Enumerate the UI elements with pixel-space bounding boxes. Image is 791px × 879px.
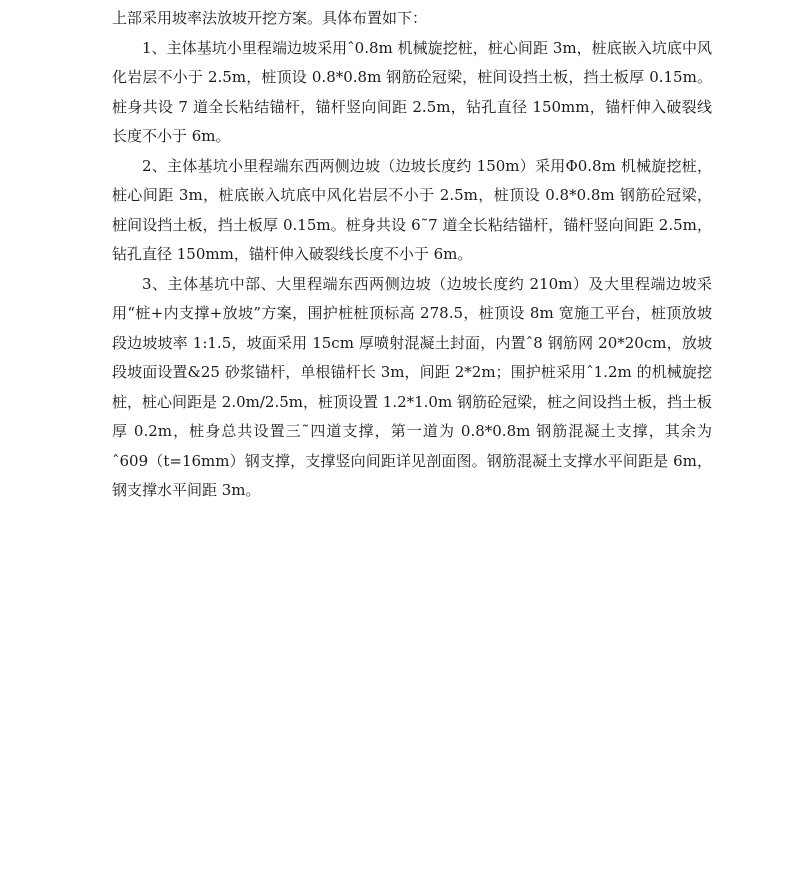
intro-paragraph: 上部采用坡率法放坡开挖方案。具体布置如下： [112,9,428,27]
item-3-paragraph: 3、主体基坑中部、大里程端东西两侧边坡（边坡长度约 210m）及大里程端边坡采用“桩+内支撑+放坡”方案，围护桩桩顶标高 278.5，桩顶设 8m 宽施工平台，桩顶放坡段边坡坡率 1:1.5，坡面采用 15cm 厚喷射混凝土封面，内置ˆ8 钢筋网 20*20cm，放坡段坡面设置&25 砂浆锚杆，单根锚杆长 3m，间距 2*2m；围护桩采用ˆ1.2m 的机械旋挖桩，桩心间距是 2.0m/2.5m，桩顶设置 1.2*1.0m 钢筋砼冠梁，桩之间设挡土板，挡土板厚 0.2m，桩身总共设置三˜四道支撑，第一道为 0.8*0.8m 钢筋混凝土支撑，其余为ˆ609（t=16mm）钢支撑，支撑竖向间距详见剖面图。钢筋混凝土支撑水平间距是 6m，钢支撑水平间距 3m。 [112,274,712,499]
item-2-paragraph: 2、主体基坑小里程端东西两侧边坡（边坡长度约 150m）采用Φ0.8m 机械旋挖桩，桩心间距 3m，桩底嵌入坑底中风化岩层不小于 2.5m，桩顶设 0.8*0.8m 钢筋砼冠梁，桩间设挡土板，挡土板厚 0.15m。桩身共设 6˜7 道全长粘结锚杆，锚杆竖向间距 2.5m，钻孔直径 150mm，锚杆伸入破裂线长度不小于 6m。 [112,156,712,263]
item-1-paragraph: 1、主体基坑小里程端边坡采用ˆ0.8m 机械旋挖桩，桩心间距 3m，桩底嵌入坑底中风化岩层不小于 2.5m，桩顶设 0.8*0.8m 钢筋砼冠梁，桩间设挡土板，挡土板厚 0.15m。桩身共设 7 道全长粘结锚杆，锚杆竖向间距 2.5m，钻孔直径 150mm，锚杆伸入破裂线长度不小于 6m。 [112,38,712,145]
document-page [112,4,712,506]
